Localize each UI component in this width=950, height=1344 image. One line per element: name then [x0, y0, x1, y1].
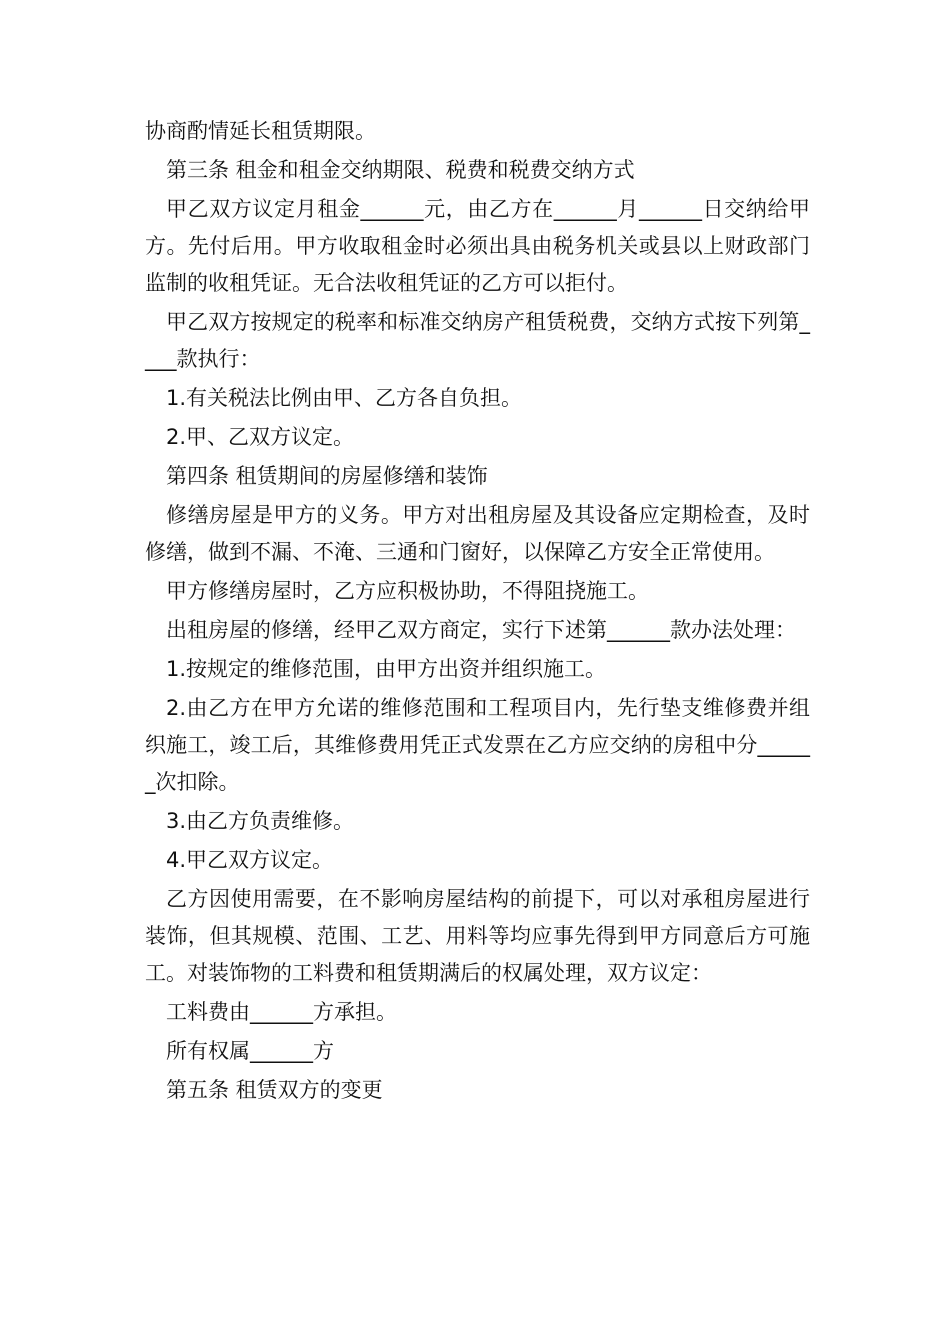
repair-option-4: 4.甲乙双方议定。 [166, 848, 334, 872]
paragraph-tax-method: 甲乙双方按规定的税率和标准交纳房产租赁税费，交纳方式按下列第____款执行： [145, 310, 810, 371]
paragraph-repair-duty: 修缮房屋是甲方的义务。甲方对出租房屋及其设备应定期检查，及时修缮，做到不漏、不淹、三通和门窗好，以保障乙方安全正常使用。 [145, 503, 810, 564]
repair-option-3: 3.由乙方负责维修。 [166, 809, 355, 833]
repair-option-2: 2.由乙方在甲方允诺的维修范围和工程项目内，先行垫支维修费并组织施工，竣工后，其维修费用凭正式发票在乙方应交纳的房租中分______次扣除。 [145, 696, 810, 794]
paragraph-ownership: 所有权属______方 [166, 1039, 334, 1063]
document-body [145, 113, 810, 1111]
section-heading-3: 第三条 租金和租金交纳期限、税费和税费交纳方式 [166, 158, 635, 182]
section-heading-4: 第四条 租赁期间的房屋修缮和装饰 [166, 464, 488, 488]
paragraph-1: 协商酌情延长租赁期限。 [145, 119, 376, 143]
tax-option-1: 1.有关税法比例由甲、乙方各自负担。 [166, 386, 523, 410]
paragraph-rent-amount: 甲乙双方议定月租金______元，由乙方在______月______日交纳给甲方。先付后用。甲方收取租金时必须出具由税务机关或县以上财政部门监制的收租凭证。无合法收租凭证的乙方可以拒付。 [145, 197, 810, 295]
paragraph-repair-method: 出租房屋的修缮，经甲乙双方商定，实行下述第______款办法处理： [166, 618, 796, 642]
paragraph-decoration: 乙方因使用需要，在不影响房屋结构的前提下，可以对承租房屋进行装饰，但其规模、范围、工艺、用料等均应事先得到甲方同意后方可施工。对装饰物的工料费和租赁期满后的权属处理，双方议定： [145, 887, 810, 985]
section-heading-5: 第五条 租赁双方的变更 [166, 1078, 383, 1102]
repair-option-1: 1.按规定的维修范围，由甲方出资并组织施工。 [166, 657, 607, 681]
tax-option-2: 2.甲、乙双方议定。 [166, 425, 355, 449]
paragraph-material-cost: 工料费由______方承担。 [166, 1000, 397, 1024]
paragraph-repair-assist: 甲方修缮房屋时，乙方应积极协助，不得阻挠施工。 [166, 579, 649, 603]
